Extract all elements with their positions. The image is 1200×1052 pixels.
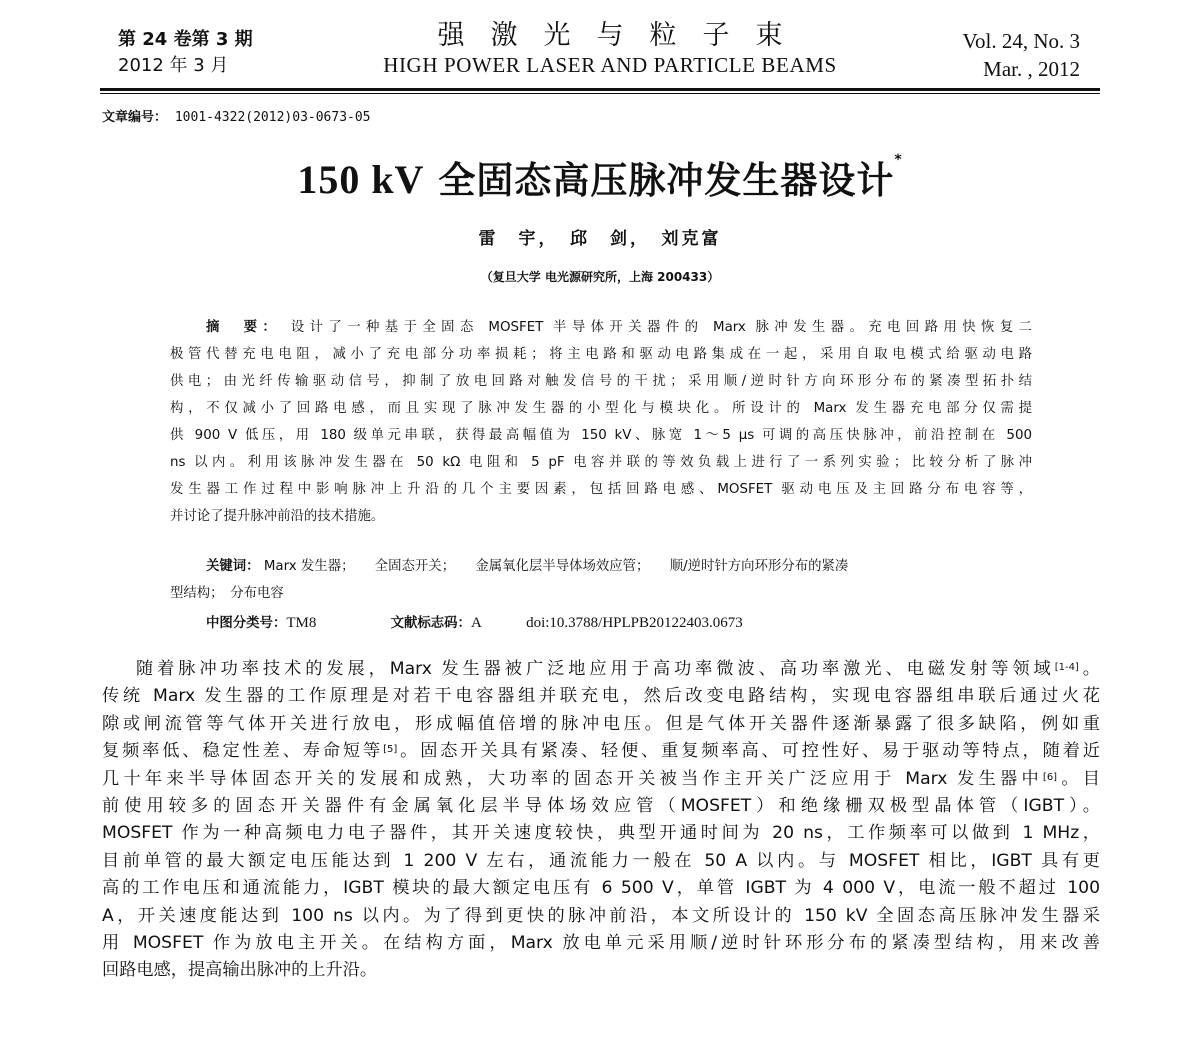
body-line: 隙或闸流管等气体开关进行放电，形成幅值倍增的脉冲电压。但是气体开关器件逐渐暴露了很多缺陷，例如重: [102, 713, 1100, 734]
abstract-line: 并讨论了提升脉冲前沿的技术措施。: [170, 509, 385, 524]
body-line: A，开关速度能达到 100 ns 以内。为了得到更快的脉冲前沿，本文所设计的 150 kV 全固态高压脉冲发生器采: [102, 905, 1100, 926]
body-line-tail: 。固态开关具有紧凑、轻便、重复频率高、可控性好、易于驱动等特点，随着近: [397, 741, 1100, 762]
date-en: Mar. , 2012: [983, 57, 1080, 81]
abstract-line: ns 以内。利用该脉冲发生器在 50 kΩ 电阻和 5 pF 电容并联的等效负载上进行了一系列实验；比较分析了脉冲: [170, 455, 1032, 470]
article-number-label: 文章编号：: [102, 110, 168, 125]
abstract-line: 极管代替充电电阻，减小了充电部分功率损耗；将主电路和驱动电路集成在一起，采用自取电模式给驱动电路: [170, 347, 1032, 362]
journal-title-en: HIGH POWER LASER AND PARTICLE BEAMS: [383, 53, 837, 77]
article-number-value: 1001-4322(2012)03-0673-05: [174, 110, 371, 125]
authors: 雷 宇， 邱 剑， 刘克富: [478, 229, 722, 249]
journal-title-cn: 强激光与粒子束: [437, 20, 809, 51]
keyword: 全固态开关；: [374, 559, 456, 574]
body-text: [102, 656, 1100, 985]
keywords: [170, 553, 1032, 607]
body-line: 用 MOSFET 作为放电主开关。在结构方面，Marx 放电单元采用顺/逆时针环形分布的紧凑型结构，用来改善: [102, 933, 1100, 954]
classification-row: [206, 612, 743, 632]
body-line: 高的工作电压和通流能力，IGBT 模块的最大额定电压有 6 500 V，单管 IGBT 为 4 000 V，电流一般不超过 100: [102, 878, 1100, 899]
keyword: Marx 发生器；: [263, 559, 355, 574]
title-footnote-mark: *: [894, 152, 903, 168]
body-line: [102, 656, 1100, 683]
keyword: 金属氧化层半导体场效应管；: [475, 559, 650, 574]
keywords-continuation: 型结构； 分布电容: [170, 586, 284, 601]
body-line-text: 随着脉冲功率技术的发展，Marx 发生器被广泛地应用于高功率微波、高功率激光、电磁发射等领域: [136, 659, 1055, 679]
clc-label: 中图分类号：: [206, 616, 287, 631]
article-number: [102, 106, 371, 125]
keyword: 顺/逆时针方向环形分布的紧凑: [669, 559, 849, 574]
body-line: 目前单管的最大额定电压能达到 1 200 V 左右，通流能力一般在 50 A 以内。与 MOSFET 相比，IGBT 具有更: [102, 850, 1100, 871]
abstract-line: 供 900 V 低压，用 180 级单元串联，获得最高幅值为 150 kV、脉宽 1～5 μs 可调的高压快脉冲，前沿控制在 500: [170, 428, 1032, 443]
affiliation: （复旦大学 电光源研究所，上海 200433）: [480, 270, 720, 284]
keywords-label: 关键词：: [206, 559, 260, 574]
body-line: [102, 738, 1100, 765]
abstract-line: 发生器工作过程中影响脉冲上升沿的几个主要因素，包括回路电感、MOSFET 驱动电压及主回路分布电容等，: [170, 482, 1032, 497]
body-line-tail: 。: [1078, 659, 1100, 679]
citation: [1-4]: [1054, 662, 1079, 673]
header-center: [340, 20, 880, 78]
title-main: 全固态高压脉冲发生器设计: [424, 159, 895, 202]
clc-value: TM8: [286, 615, 317, 631]
body-line: [102, 766, 1100, 793]
body-line-tail: 。目: [1057, 768, 1100, 789]
abstract-text: 设计了一种基于全固态 MOSFET 半导体开关器件的 Marx 脉冲发生器。充电回路用快恢复二: [290, 320, 1032, 335]
date-cn: 2012 年 3 月: [118, 55, 229, 76]
doc-code-label: 文献标志码：: [390, 616, 471, 631]
citation: [6]: [1042, 771, 1058, 783]
doc-code-value: A: [470, 615, 482, 631]
body-line-text: 复频率低、稳定性差、寿命短等: [102, 741, 384, 762]
volume-issue-cn: 第 24 卷第 3 期: [118, 29, 253, 50]
abstract-line: 供电；由光纤传输驱动信号，抑制了放电回路对触发信号的干扰；采用顺/逆时针方向环形分布的紧凑型拓扑结: [170, 374, 1032, 389]
body-line-text: 几十年来半导体固态开关的发展和成熟，大功率的固态开关被当作主开关广泛应用于 Marx 发生器中: [102, 768, 1043, 789]
keywords-line: [170, 553, 1032, 580]
body-line: 前使用较多的固态开关器件有金属氧化层半导体场效应管（MOSFET）和绝缘栅双极型晶体管（IGBT）。: [102, 796, 1100, 817]
abstract-label: 摘 要：: [206, 320, 282, 335]
abstract-line: [170, 314, 1032, 341]
volume-issue-en: Vol. 24, No. 3: [962, 29, 1080, 53]
header-left: [118, 27, 253, 79]
header-rule-thick: [100, 88, 1100, 91]
paper-title: [0, 150, 1200, 204]
body-line: 传统 Marx 发生器的工作原理是对若干电容器组并联充电，然后改变电路结构，实现电容器组串联后通过火花: [102, 686, 1100, 707]
doi[interactable]: doi:10.3788/HPLPB20122403.0673: [526, 615, 743, 631]
citation: [5]: [383, 744, 398, 756]
abstract: [170, 314, 1032, 530]
abstract-line: 构，不仅减小了回路电感，而且实现了脉冲发生器的小型化与模块化。所设计的 Marx 发生器充电部分仅需提: [170, 401, 1032, 416]
header-right: [963, 27, 1080, 83]
header-rule-thin: [100, 93, 1100, 94]
title-prefix: 150 kV: [297, 157, 425, 202]
body-line: 回路电感，提高输出脉冲的上升沿。: [102, 960, 378, 981]
body-line: MOSFET 作为一种高频电力电子器件，其开关速度较快，典型开通时间为 20 ns，工作频率可以做到 1 MHz，: [102, 823, 1100, 844]
